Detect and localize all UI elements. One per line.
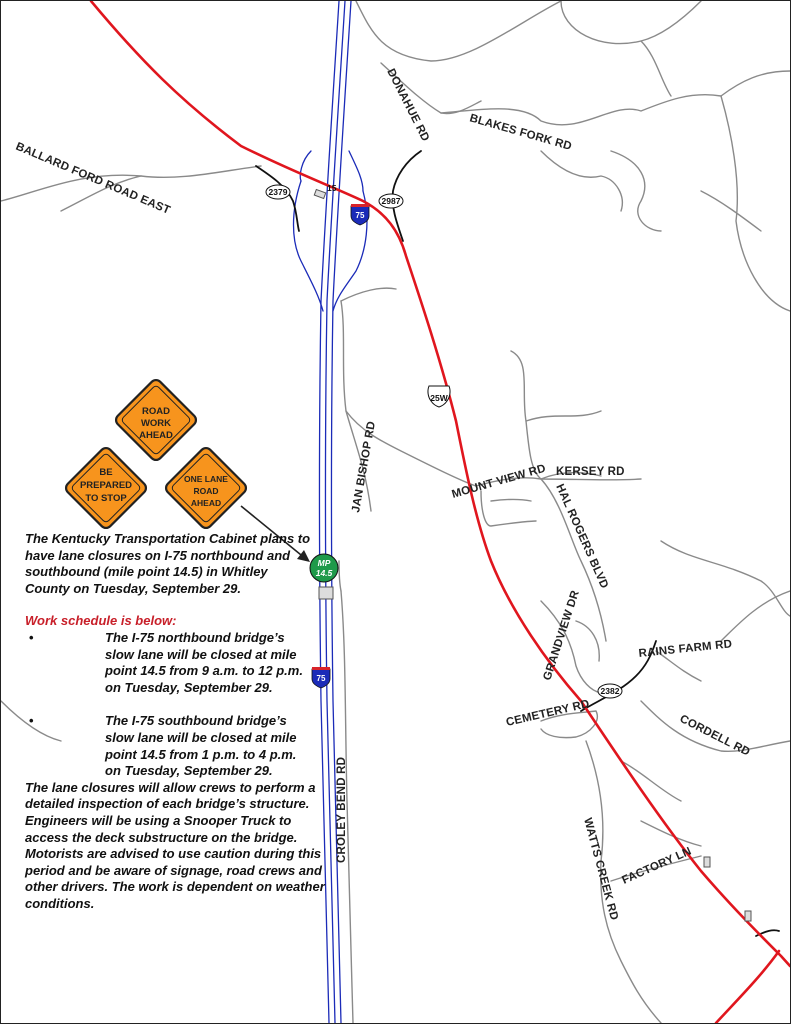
sign-be-prepared-line1: BE <box>99 467 113 478</box>
schedule-item-text: The I-75 northbound bridge’s slow lane will be closed at mile point 14.5 from 9 a.m. to 12 p.m. on Tuesday, September 29. <box>105 629 303 695</box>
bridge-marks <box>314 189 751 921</box>
road-cul-2 <box>491 500 531 502</box>
sign-one-lane-line1: ONE LANE <box>184 474 228 484</box>
sign-one-lane-road-ahead <box>164 446 249 531</box>
mile-marker-line2: 14.5 <box>315 568 333 578</box>
shield-ky2987 <box>379 194 403 208</box>
bridge-mark-south-2 <box>745 911 751 921</box>
road-right-branch <box>701 191 761 231</box>
sign-road-work-line2: WORK <box>140 418 172 429</box>
road-mid-north-1 <box>511 351 541 479</box>
ramp-nw <box>294 181 324 311</box>
road-mid-north-2 <box>526 411 601 421</box>
schedule-heading: Work schedule is below: <box>25 613 177 629</box>
schedule-item-text: The I-75 southbound bridge’s slow lane will be closed at mile point 14.5 from 1 p.m. to 4 p.m. on Tuesday, September 29. <box>105 713 297 779</box>
road-grandview-2 <box>576 621 599 661</box>
shield-us25w-text: 25W <box>430 393 448 403</box>
sign-road-work-ahead <box>114 378 199 463</box>
sign-be-prepared-line2: PREPARED <box>79 480 133 491</box>
sign-be-prepared-to-stop <box>64 446 149 531</box>
road-right-lower-2 <box>721 591 790 641</box>
label-jan-bishop: JAN BISHOP RD <box>350 420 379 514</box>
sign-be-prepared-line3: TO STOP <box>85 493 127 504</box>
road-croley-top <box>339 561 341 591</box>
label-croley-bend: CROLEY BEND RD <box>336 756 348 863</box>
label-donahue: DONAHUE RD <box>384 66 432 144</box>
label-cemetery: CEMETERY RD <box>504 698 591 729</box>
road-right-middle <box>721 96 790 311</box>
road-top-gray <box>356 1 561 61</box>
sign-road-work-line1: ROAD <box>142 406 170 417</box>
sign-one-lane-line3: AHEAD <box>190 498 222 508</box>
exit-number: 15 <box>327 183 337 193</box>
schedule-item-southbound <box>25 713 315 779</box>
sign-one-lane-line2: ROAD <box>193 486 219 496</box>
label-ballard-ford: BALLARD FORD ROAD EAST <box>13 140 172 217</box>
shield-i75-north <box>351 204 369 225</box>
label-factory: FACTORY LN <box>620 845 694 887</box>
schedule-item-northbound <box>25 630 315 696</box>
label-rains-farm: RAINS FARM RD <box>638 638 733 660</box>
label-hal-rogers: HAL ROGERS BLVD <box>553 482 611 591</box>
mile-marker-line1: MP <box>317 558 331 568</box>
road-right-long <box>721 71 790 96</box>
road-upper-right-1 <box>561 1 701 44</box>
shield-ky2987-text: 2987 <box>381 196 401 206</box>
shield-us25w <box>428 386 450 407</box>
bridge-mark-south-1 <box>704 857 710 867</box>
closure-notice <box>25 531 335 912</box>
sign-road-work-line3: AHEAD <box>139 430 173 441</box>
road-lower-right-loop <box>621 761 681 801</box>
road-right-lower-1 <box>661 541 790 616</box>
shield-i75-north-text: 75 <box>355 211 365 220</box>
road-upper-right-2 <box>641 41 671 96</box>
road-jan-bishop-top <box>341 288 396 301</box>
shield-ky2379-text: 2379 <box>268 187 288 197</box>
shield-ky2379 <box>266 185 290 199</box>
label-mount-view: MOUNT VIEW RD <box>450 462 548 501</box>
road-kersey-area <box>541 151 622 211</box>
ramp-e-loop <box>349 151 363 191</box>
bullet-dot: • <box>29 713 34 729</box>
road-ne-curve <box>611 151 661 231</box>
road-cul-1 <box>481 491 536 526</box>
shield-ky2382-text: 2382 <box>600 686 620 696</box>
bridge-mark-exit15 <box>314 189 325 198</box>
notice-closing: The lane closures will allow crews to perform a detailed inspection of each bridge’s structure. Engineers will be using a Snooper Truck to access the deck substructure on the bridge. Motorists are advised to use caution during this period and be aware of signage, road crews and other drivers. The work is dependent on weather conditions. <box>25 779 325 911</box>
shield-ky2382 <box>598 684 622 698</box>
notice-intro: The Kentucky Transportation Cabinet plans to have lane closures on I-75 northbound and southbound (mile point 14.5) in Whitley County on Tuesday, September 29. <box>25 531 311 596</box>
road-cordell <box>641 701 790 751</box>
label-grandview: GRANDVIEW DR <box>541 589 582 682</box>
bullet-dot: • <box>29 629 34 645</box>
label-kersey: KERSEY RD <box>556 466 625 478</box>
label-blakes-fork: BLAKES FORK RD <box>468 112 574 154</box>
label-watts-creek: WATTS CREEK RD <box>581 816 620 922</box>
shield-i75-south-text: 75 <box>316 674 326 683</box>
label-cordell: CORDELL RD <box>677 712 752 759</box>
